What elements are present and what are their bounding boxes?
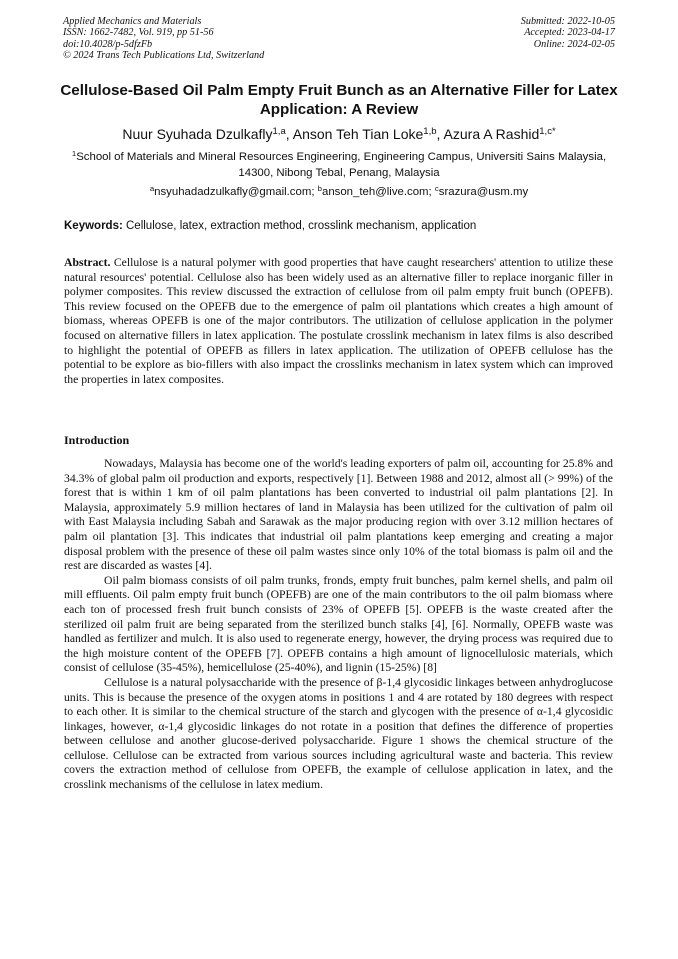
- email-address: anson_teh@live.com;: [321, 186, 432, 198]
- author-name: Azura A Rashid: [443, 126, 540, 142]
- author-name: Nuur Syuhada Dzulkafly: [122, 126, 273, 142]
- doi: doi:10.4028/p-5dfzFb: [63, 38, 153, 50]
- abstract-label: Abstract.: [64, 256, 111, 269]
- email-marker: a: [149, 183, 155, 193]
- publication-info: [63, 16, 264, 62]
- publication-dates: [521, 16, 615, 50]
- affiliation-text: School of Materials and Mineral Resources Engineering, Engineering Campus, Universiti Sains Malaysia, 14300, Nibong Tebal, Penang, Malaysia: [76, 151, 607, 179]
- keywords-text: Cellulose, latex, extraction method, crosslink mechanism, application: [126, 220, 477, 232]
- email-address: srazura@usm.my: [438, 186, 529, 198]
- online-date: Online: 2024-02-05: [533, 38, 615, 50]
- affiliation: [70, 150, 608, 181]
- author-affiliation-marker: 1,a: [272, 125, 286, 137]
- email-marker: c: [434, 183, 439, 193]
- email-list: [40, 183, 638, 198]
- keywords: [64, 220, 616, 232]
- email-marker: b: [317, 183, 322, 193]
- section-heading-introduction: Introduction: [64, 433, 130, 447]
- abstract: [64, 256, 613, 387]
- accepted-date: Accepted: 2023-04-17: [524, 27, 615, 39]
- abstract-text: Cellulose is a natural polymer with good properties that have caught researchers' attention to utilize these natural resources' potential. Cellulose also has been widely used as an alternative filler to replace inorganic filler in polymer composites. This review discussed the extraction of cellulose from oil palm empty fruit bunch (OPEFB). This review focused on the OPEFB due to the emergence of palm oil plantations which creates a high amount of biomass, whereas OPEFB is one of the major contributors. The utilization of cellulose application in the polymer focused on alternative fillers in latex application. The postulate crosslink mechanism in latex films is also described to highlight the potential of OPEFB as fillers in latex application. The utilization of OPEFB cellulose has the potential to be explore as bio-fillers with also impact the crosslinks mechanism in latex system which can improved the properties in latex composites.: [64, 256, 614, 386]
- author-affiliation-marker: 1,c*: [539, 125, 556, 137]
- affiliation-marker: 1: [71, 148, 77, 158]
- paper-title: Cellulose-Based Oil Palm Empty Fruit Bunch as an Alternative Filler for Latex Application: A Review: [60, 82, 618, 118]
- keywords-label: Keywords:: [64, 220, 123, 232]
- journal-name: Applied Mechanics and Materials: [63, 16, 202, 27]
- introduction-body: [64, 457, 613, 793]
- paragraph: Nowadays, Malaysia has become one of the world's leading exporters of palm oil, accounting for 25.8% and 34.3% of global palm oil production and exports, respectively [1]. Between 1988 and 2012, almost all (> 99%) of the forest that is within 1 km of oil palm plantations has been converted to industrial oil palm plantations [2]. In Malaysia, approximately 5.9 million hectares of land in Malaysia has been utilized for the cultivation of palm oil with East Malaysia including Sabah and Sarawak as the major producing region with over 3.12 million hectares of palm oil plantation [3]. This indicates that industrial oil palm plantations keep emerging and creating a major disposal problem with the presence of these oil palm wastes since only 10% of the total biomass is palm oil and the rest are discarded as wastes [4].: [64, 457, 613, 573]
- email-address: nsyuhadadzulkafly@gmail.com;: [154, 186, 315, 198]
- copyright: © 2024 Trans Tech Publications Ltd, Switzerland: [63, 50, 265, 62]
- author-list: Nuur Syuhada Dzulkafly$^{1,a}$, Anson Teh Tian Loke$^{1,b}$, Azura A Rashid$^{1,c*}$: [122, 125, 556, 142]
- issn-volume: ISSN: 1662-7482, Vol. 919, pp 51-56: [63, 27, 214, 39]
- paragraph: Oil palm biomass consists of oil palm trunks, fronds, empty fruit bunches, palm kernel shells, and palm oil mill effluents. Oil palm empty fruit bunch (OPEFB) are one of the main contributors to the oil palm biomass where each ton of processed fresh fruit bunch consists of 23% of OPEFB [5]. OPEFB is the waste created after the sterilized oil palm fruit are being separated from the sterilized bunch stalks [4], [6]. Normally, OPEFB waste was handled as fertilizer and mulch. It is also used to regenerate energy, however, the drying process was required due to the high moisture content of the OPEFB [7]. OPEFB contains a high amount of lignocellulosic materials, which consist of cellulose (35-45%), hemicellulose (25-40%), and lignin (15-25%) [8]: [64, 573, 613, 675]
- author-name: Anson Teh Tian Loke: [292, 126, 424, 142]
- submitted-date: Submitted: 2022-10-05: [520, 16, 615, 27]
- paragraph: Cellulose is a natural polysaccharide with the presence of β-1,4 glycosidic linkages between anhydroglucose units. This is because the presence of the oxygen atoms in positions 1 and 4 are rotated by 180 degrees with respect to each other. It is similar to the chemical structure of the starch and glycogen with the presence of α-1,4 glycosidic linkages, however, α-1,4 glycosidic linkages do not rotate in a position that defines the difference of properties between cellulose and another glucose-derived polysaccharide. Figure 1 shows the chemical structure of the cellulose. Cellulose can be extracted from various sources including agricultural waste and bacteria. This review covers the extraction method of cellulose from OPEFB, the example of cellulose application in latex, and the crosslink mechanisms of the cellulose in latex medium.: [64, 675, 613, 792]
- author-affiliation-marker: 1,b: [423, 125, 437, 137]
